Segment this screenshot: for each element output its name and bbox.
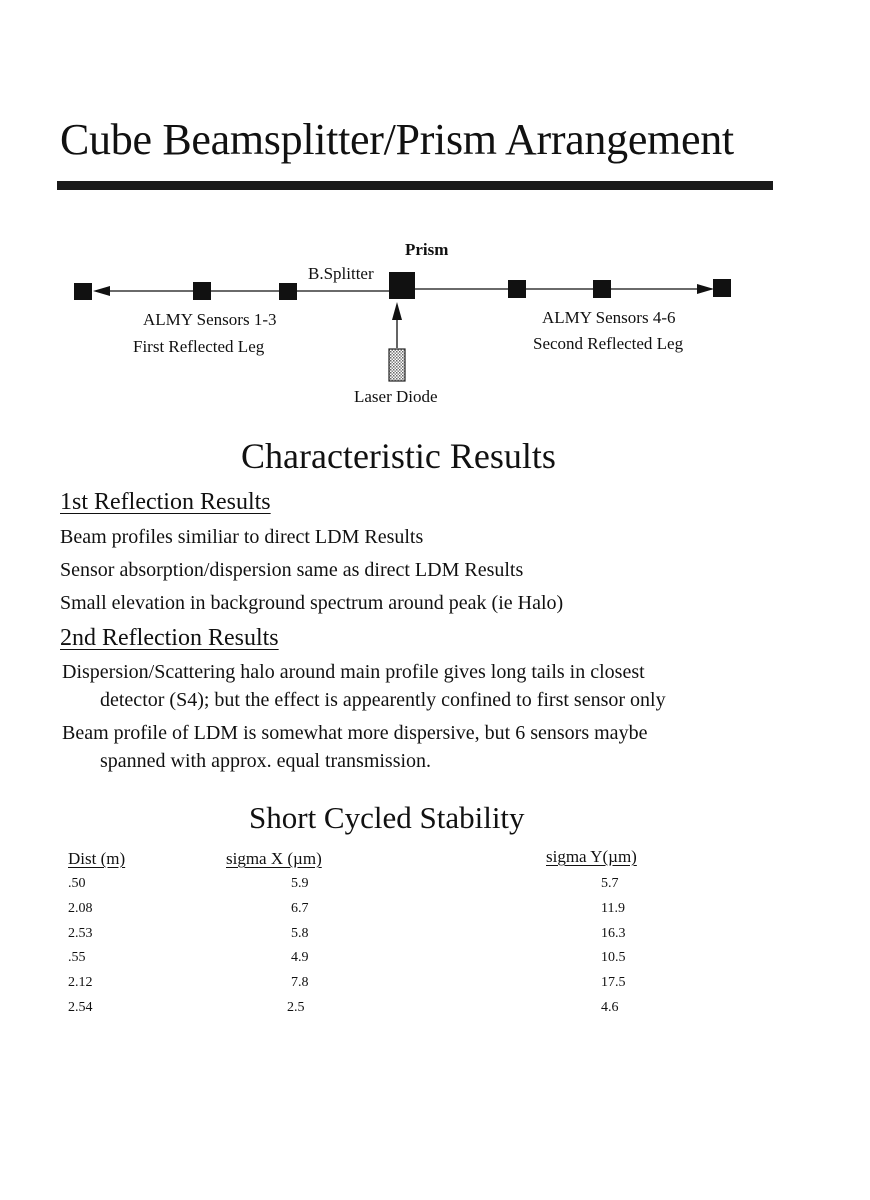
cell-dist: 2.08: [68, 901, 93, 916]
cell-sigma-y: 16.3: [601, 926, 626, 941]
table-row: [0, 877, 870, 897]
sensor-2-block: [279, 283, 297, 300]
cell-dist: .55: [68, 950, 86, 965]
cell-sigma-x: 2.5: [287, 1000, 305, 1015]
left-leg-label: First Reflected Leg: [133, 337, 265, 356]
column-header-sigma-x: sigma X (µm): [226, 849, 322, 868]
up-arrow-icon: [392, 302, 402, 320]
first-reflection-item: Small elevation in background spectrum around peak (ie Halo): [60, 592, 564, 614]
left-arrow-icon: [93, 286, 110, 296]
diagram-graphic: [0, 0, 870, 420]
first-reflection-item: Sensor absorption/dispersion same as direct LDM Results: [60, 559, 524, 581]
laser-diode-label: Laser Diode: [354, 387, 438, 406]
cell-dist: 2.54: [68, 1000, 93, 1015]
column-header-dist: Dist (m): [68, 849, 126, 868]
cell-sigma-x: 7.8: [291, 975, 309, 990]
sensor-4-block: [508, 280, 526, 298]
cell-sigma-x: 5.9: [291, 876, 309, 891]
left-target-block: [74, 283, 92, 300]
cell-dist: .50: [68, 876, 86, 891]
cell-sigma-y: 17.5: [601, 975, 626, 990]
right-arrow-icon: [697, 284, 714, 294]
page-title: Cube Beamsplitter/Prism Arrangement: [60, 115, 734, 164]
right-sensors-label: ALMY Sensors 4-6: [542, 308, 676, 327]
first-reflection-item: Beam profiles similiar to direct LDM Results: [60, 526, 424, 548]
cell-sigma-y: 11.9: [601, 901, 625, 916]
item-line-continued: spanned with approx. equal transmission.: [100, 750, 432, 772]
sensor-1-block: [193, 282, 211, 300]
cell-sigma-x: 4.9: [291, 950, 309, 965]
table-row: [0, 927, 870, 947]
item-line: Beam profile of LDM is somewhat more dispersive, but 6 sensors maybe: [62, 722, 648, 744]
cell-sigma-x: 6.7: [291, 901, 309, 916]
right-leg-label: Second Reflected Leg: [533, 334, 684, 353]
cell-dist: 2.12: [68, 975, 93, 990]
item-line-continued: detector (S4); but the effect is appearently confined to first sensor only: [100, 689, 666, 711]
table-row: [0, 951, 870, 971]
table-row: [0, 976, 870, 996]
prism-label: Prism: [405, 240, 449, 259]
table-row: [0, 1001, 870, 1021]
cell-sigma-y: 5.7: [601, 876, 619, 891]
laser-diode-block: [389, 349, 405, 381]
first-reflection-heading: 1st Reflection Results: [60, 489, 271, 515]
beamsplitter-diagram: [0, 0, 870, 420]
cell-sigma-y: 10.5: [601, 950, 626, 965]
second-reflection-item: [62, 719, 762, 775]
item-line: Dispersion/Scattering halo around main profile gives long tails in closest: [62, 661, 645, 683]
second-reflection-heading: 2nd Reflection Results: [60, 625, 279, 651]
right-target-block: [713, 279, 731, 297]
column-header-sigma-y: sigma Y(µm): [546, 847, 637, 866]
sensor-5-block: [593, 280, 611, 298]
cell-sigma-x: 5.8: [291, 926, 309, 941]
stability-heading: Short Cycled Stability: [249, 800, 525, 835]
cell-sigma-y: 4.6: [601, 1000, 619, 1015]
results-heading: Characteristic Results: [241, 436, 556, 476]
cell-dist: 2.53: [68, 926, 93, 941]
beamsplitter-label: B.Splitter: [308, 264, 374, 283]
second-reflection-item: [62, 658, 762, 714]
table-row: [0, 902, 870, 922]
beamsplitter-prism-block: [389, 272, 415, 299]
left-sensors-label: ALMY Sensors 1-3: [143, 310, 277, 329]
